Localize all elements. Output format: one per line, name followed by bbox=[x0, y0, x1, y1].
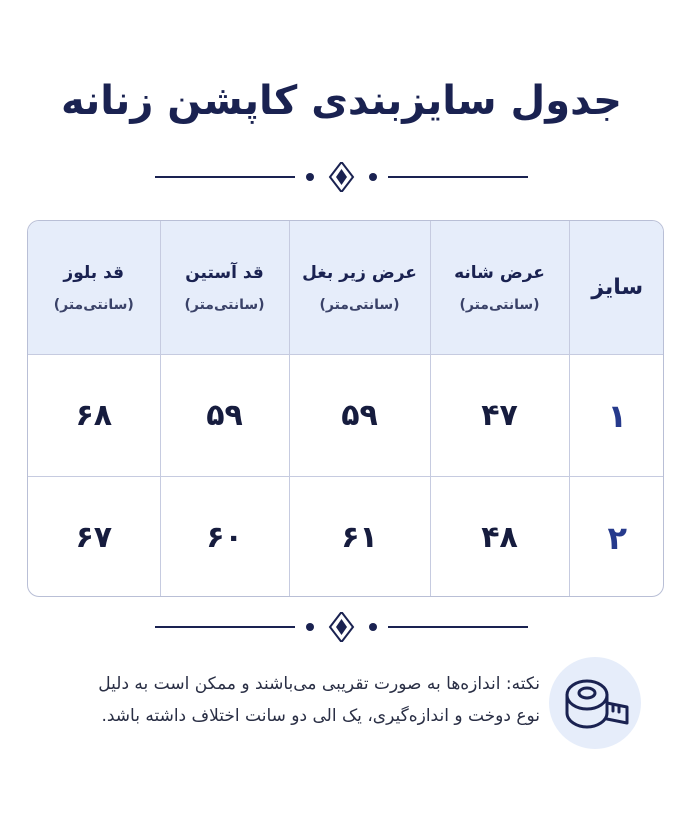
cell-size: ۲ bbox=[569, 477, 664, 598]
cell-armpit: ۵۹ bbox=[289, 355, 430, 477]
cell-shoulder: ۴۷ bbox=[430, 355, 569, 477]
cell-sleeve: ۶۰ bbox=[160, 477, 289, 598]
size-table bbox=[27, 220, 664, 597]
cell-size: ۱ bbox=[569, 355, 664, 477]
table-row bbox=[28, 355, 664, 477]
header-sleeve-unit: (سانتی‌متر) bbox=[184, 296, 265, 313]
measuring-tape-icon bbox=[547, 655, 643, 751]
note-text: نکته: اندازه‌ها به صورت تقریبی می‌باشند و ممکن است به دلیل نوع دوخت و اندازه‌گیری، یک الی دو سانت اختلاف داشته باشد. bbox=[98, 674, 540, 726]
table-header-row bbox=[28, 221, 664, 355]
table-row bbox=[28, 477, 664, 598]
header-armpit-label: عرض زیر بغل bbox=[302, 262, 417, 283]
header-size bbox=[569, 221, 664, 355]
cell-shoulder: ۴۸ bbox=[430, 477, 569, 598]
diamond-ornament-icon bbox=[150, 612, 533, 642]
header-armpit-unit: (سانتی‌متر) bbox=[319, 296, 400, 313]
header-shoulder-label: عرض شانه bbox=[454, 262, 545, 283]
header-shoulder-unit: (سانتی‌متر) bbox=[459, 296, 540, 313]
header-armpit bbox=[289, 221, 430, 355]
header-length-label: قد بلوز bbox=[63, 262, 125, 283]
header-length bbox=[28, 221, 160, 355]
header-sleeve bbox=[160, 221, 289, 355]
header-sleeve-label: قد آستین bbox=[185, 262, 264, 283]
diamond-ornament-icon bbox=[150, 162, 533, 192]
cell-armpit: ۶۱ bbox=[289, 477, 430, 598]
cell-length: ۶۸ bbox=[28, 355, 160, 477]
header-shoulder bbox=[430, 221, 569, 355]
page-title: جدول سایزبندی کاپشن زنانه bbox=[61, 78, 622, 124]
header-size-label: سایز bbox=[591, 275, 644, 300]
cell-length: ۶۷ bbox=[28, 477, 160, 598]
cell-sleeve: ۵۹ bbox=[160, 355, 289, 477]
header-length-unit: (سانتی‌متر) bbox=[53, 296, 134, 313]
